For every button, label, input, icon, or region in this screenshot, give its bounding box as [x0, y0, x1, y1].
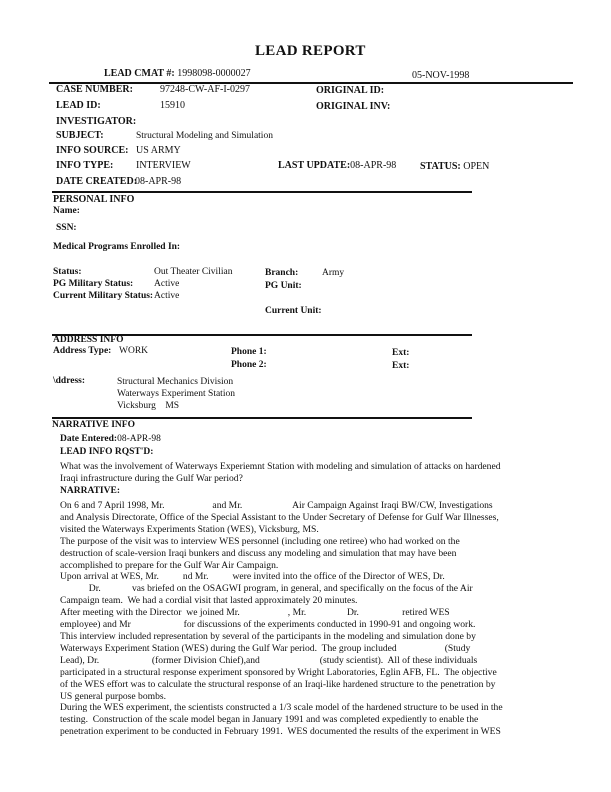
address-type-label: Address Type: [53, 346, 112, 356]
narrative-line: Lead), Dr. (former Division Chief),and (study scientist). All of these individuals [60, 654, 478, 666]
report-date: 05-NOV-1998 [412, 70, 470, 81]
status-field-value: Out Theater Civilian [154, 267, 233, 277]
ext-2-label: Ext: [392, 361, 410, 371]
narrative-label: NARRATIVE: [60, 486, 120, 496]
lead-cmat-value: 1998098-0000027 [177, 68, 251, 79]
lead-info-label: LEAD INFO RQST'D: [60, 447, 154, 457]
lead-id-value: 15910 [160, 100, 185, 111]
report-title: LEAD REPORT [255, 43, 366, 59]
current-military-status-label: Current Military Status: [53, 291, 154, 301]
address-line: Vicksburg MS [117, 401, 180, 411]
last-update-label: LAST UPDATE: [278, 160, 351, 171]
narrative-line: After meeting with the Director we joined Mr. , Mr. Dr. retired WES [60, 607, 450, 619]
lead-id-label: LEAD ID: [56, 100, 101, 111]
narrative-line: Campaign team. We had a cordial visit that lasted approximately 20 minutes. [60, 595, 358, 607]
info-type-value: INTERVIEW [136, 160, 191, 171]
status-field-label: Status: [53, 267, 82, 277]
status-badge: OPEN [463, 161, 490, 172]
address-lines [117, 376, 235, 412]
last-update-value: 08-APR-98 [350, 160, 397, 171]
branch-value: Army [322, 268, 345, 278]
narrative-line: penetration experiment to be conducted in February 1991. WES documented the results of the experiment in WES [60, 726, 501, 738]
ssn-label: SSN: [56, 223, 77, 233]
date-created-value: 08-APR-98 [135, 176, 182, 187]
pg-military-status-label: PG Military Status: [53, 279, 134, 289]
lead-cmat-label: LEAD CMAT #: [104, 68, 175, 79]
narrative-line: and Analysis Directorate, Office of the Special Assistant to the Under Secretary of Defense for Gulf War Illnesses, [60, 511, 499, 523]
date-entered-value: 08-APR-98 [117, 434, 161, 444]
narrative-line: US general purpose bombs. [60, 690, 167, 702]
narrative-line: This interview included representation by several of the participants in the modeling and simulation done by [60, 630, 476, 642]
narrative-body [60, 500, 560, 738]
narrative-line: Upon arrival at WES, Mr. nd Mr. were invited into the office of the Director of WES, Dr. [60, 571, 445, 583]
subject-label: SUBJECT: [56, 130, 104, 141]
current-unit-label: Current Unit: [265, 306, 322, 316]
pg-unit-label: PG Unit: [265, 281, 302, 291]
pg-military-status-value: Active [154, 279, 180, 289]
info-source-label: INFO SOURCE: [56, 145, 129, 156]
date-entered-label: Date Entered: [60, 434, 118, 444]
narrative-line: testing. Construction of the scale model began in January 1991 and was completed expediently to enable the [60, 714, 479, 726]
narrative-line: destruction of scale-version Iraqi bunkers and discuss any modeling and simulation that may have been [60, 547, 457, 559]
name-label: Name: [53, 206, 80, 216]
date-entered [60, 434, 161, 444]
narrative-line: On 6 and 7 April 1998, Mr. and Mr. Air Campaign Against Iraqi BW/CW, Investigations [60, 500, 493, 511]
address-line: Structural Mechanics Division [117, 377, 234, 387]
investigator-label: INVESTIGATOR: [56, 116, 137, 127]
info-source-value: US ARMY [136, 145, 181, 156]
address-info-heading: ADDRESS INFO [53, 335, 124, 345]
status [420, 161, 489, 172]
narrative-line: Dr. vas briefed on the OSAGWI program, in general, and specifically on the focus of the Air [60, 583, 473, 595]
lead-info-line: Iraqi infrastructure during the Gulf War period? [60, 472, 243, 484]
status-label: STATUS: [420, 161, 461, 172]
original-inv-label: ORIGINAL INV: [316, 101, 391, 112]
phone-1-label: Phone 1: [231, 347, 267, 357]
ext-1-label: Ext: [392, 348, 410, 358]
narrative-info-heading: NARRATIVE INFO [52, 420, 135, 430]
narrative-divider [52, 417, 472, 419]
case-number-label: CASE NUMBER: [56, 84, 133, 95]
narrative-line: employee) and Mr for discussions of the experiments conducted in 1990-91 and ongoing work. [60, 619, 476, 631]
last-update [278, 160, 396, 171]
address-line: Waterways Experiment Station [117, 389, 235, 399]
narrative-line: During the WES experiment, the scientists constructed a 1/3 scale model of the hardened structure to be used in the [60, 702, 503, 714]
narrative-line: accomplished to prepare for the Gulf War Air Campaign. [60, 559, 279, 571]
lead-info-text [60, 461, 530, 485]
original-id-label: ORIGINAL ID: [316, 85, 385, 96]
current-military-status-value: Active [154, 291, 180, 301]
medical-programs-label: Medical Programs Enrolled In: [53, 242, 181, 252]
narrative-line: The purpose of the visit was to interview WES personnel (including one retiree) who had worked on the [60, 535, 460, 547]
personal-divider [52, 191, 472, 193]
branch-label: Branch: [265, 268, 299, 278]
date-created-label: DATE CREATED: [56, 176, 138, 187]
narrative-line: of the WES effort was to calculate the structural response of an Iraqi-like hardened structure to the penetration by [60, 678, 496, 690]
address-label: \ddress: [53, 376, 86, 386]
narrative-line: participated in a structural response experiment sponsored by Wright Laboratories, Eglin AFB, FL. The objective [60, 666, 497, 678]
personal-info-heading: PERSONAL INFO [53, 194, 135, 205]
case-number-value: 97248-CW-AF-I-0297 [160, 84, 250, 95]
lead-info-line: What was the involvement of Waterways Experiemnt Station with modeling and simulation of attacks on hardened [60, 461, 501, 472]
narrative-line: Waterways Experiment Station (WES) during the Gulf War period. The group included (Study [60, 642, 471, 654]
phone-2-label: Phone 2: [231, 360, 267, 370]
address-type-value: WORK [119, 346, 149, 356]
narrative-line: visited the Waterways Experiments Station (WES), Vicksburg, MS. [60, 523, 319, 535]
subject-value: Structural Modeling and Simulation [136, 131, 273, 141]
info-type-label: INFO TYPE: [56, 160, 114, 171]
lead-cmat [104, 68, 251, 79]
